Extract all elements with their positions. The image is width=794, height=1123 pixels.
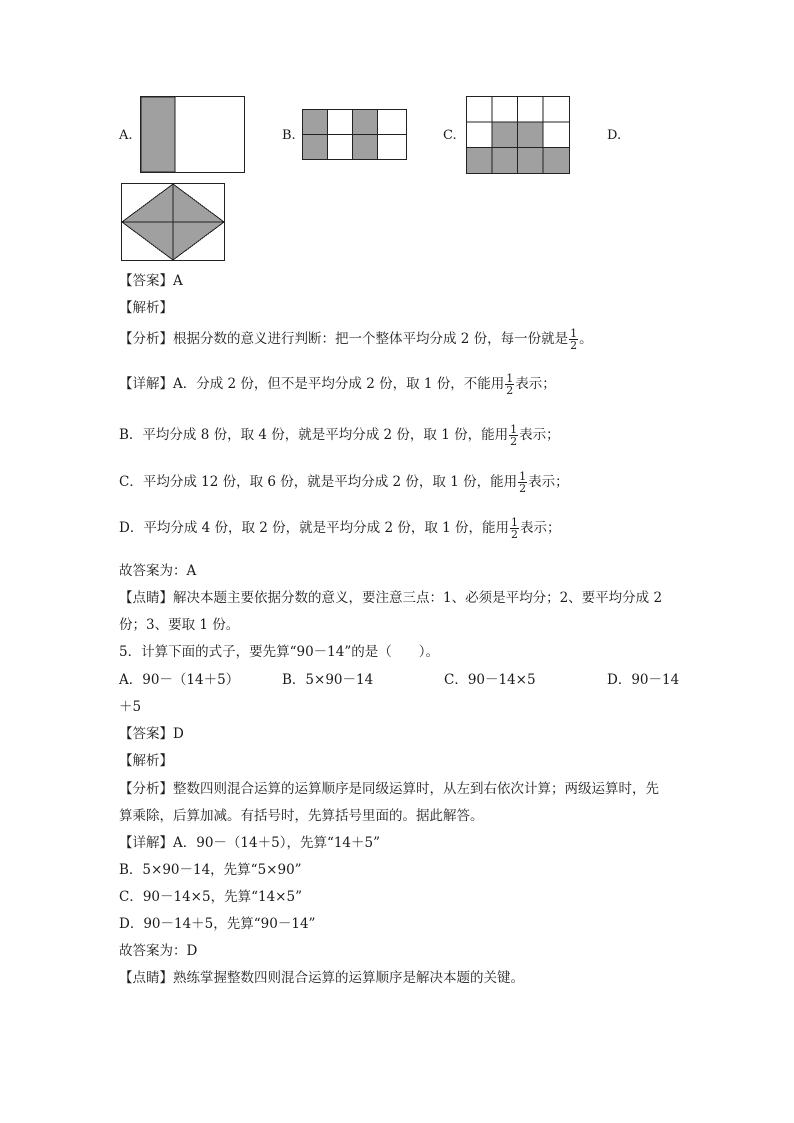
figure-b — [302, 109, 408, 161]
q4-comment-line1: 【点睛】解决本题主要依据分数的意义，要注意三点：1、必须是平均分；2、要平均分成 2 — [119, 590, 663, 606]
option-a-label: A. — [119, 128, 133, 143]
q4-analysis-text: 【分析】根据分数的意义进行判断：把一个整体平均分成 2 份，每一份就是 — [119, 331, 569, 347]
q4-conclusion: 故答案为：A — [119, 563, 197, 579]
q5-option-b: B．5×90－14 — [282, 672, 374, 688]
option-d-label: D. — [607, 128, 622, 143]
q5-analysis-line1: 【分析】整数四则混合运算的运算顺序是同级运算时，从左到右依次计算；两级运算时，先 — [119, 781, 659, 797]
q4-analysis: 【分析】根据分数的意义进行判断：把一个整体平均分成 2 份，每一份就是 $\frac{1}{2}$ 。 — [119, 327, 593, 352]
q5-question: 5．计算下面的式子，要先算“90－14”的是（ ）。 — [119, 644, 439, 660]
figure-a — [140, 96, 246, 174]
fraction-one-half: $\frac{1}{2}$ — [570, 327, 578, 352]
q5-option-d-continued: ＋5 — [119, 699, 142, 715]
figure-c — [466, 96, 571, 175]
q4-detail-b: B．平均分成 8 份，取 4 份，就是平均分成 2 份，取 1 份，能用 $\frac{1}{2}$ 表示； — [119, 423, 560, 448]
q5-option-d: D．90－14 — [607, 672, 680, 688]
fraction-one-half: $\frac{1}{2}$ — [511, 516, 519, 541]
q5-detail-a: 【详解】A．90－（14＋5），先算“14＋5” — [119, 835, 381, 851]
q4-detail-d: D．平均分成 4 份，取 2 份，就是平均分成 2 份，取 1 份，能用 $\frac{1}{2}$ 表示； — [119, 516, 561, 541]
q4-answer: 【答案】A — [119, 273, 183, 289]
q5-comment: 【点睛】熟练掌握整数四则混合运算的运算顺序是解决本题的关键。 — [119, 970, 524, 986]
q5-answer: 【答案】D — [119, 726, 184, 742]
q5-analysis-line2: 算乘除，后算加减。有括号时，先算括号里面的。据此解答。 — [119, 808, 484, 824]
fraction-one-half: $\frac{1}{2}$ — [506, 372, 514, 397]
figure-d — [121, 183, 226, 262]
option-c-label: C. — [443, 128, 457, 143]
q5-detail-b: B．5×90－14，先算“5×90” — [119, 862, 302, 878]
option-b-label: B. — [282, 128, 296, 143]
q4-analysis-heading: 【解析】 — [119, 300, 173, 316]
fraction-one-half: $\frac{1}{2}$ — [510, 423, 518, 448]
q5-option-a: A．90－（14＋5） — [119, 672, 240, 688]
q4-comment-line2: 份；3、要取 1 份。 — [119, 617, 240, 633]
fraction-one-half: $\frac{1}{2}$ — [519, 470, 527, 495]
q5-detail-d: D．90－14＋5，先算“90－14” — [119, 916, 316, 932]
q5-conclusion: 故答案为：D — [119, 943, 198, 959]
q4-detail-a: 【详解】A．分成 2 份，但不是平均分成 2 份，取 1 份，不能用 $\frac{1}{2}$ 表示； — [119, 372, 556, 397]
q5-analysis-heading: 【解析】 — [119, 753, 173, 769]
q5-detail-c: C．90－14×5，先算“14×5” — [119, 889, 302, 905]
q4-detail-c: C．平均分成 12 份，取 6 份，就是平均分成 2 份，取 1 份，能用 $\frac{1}{2}$ 表示； — [119, 470, 569, 495]
q5-option-c: C．90－14×5 — [444, 672, 536, 688]
